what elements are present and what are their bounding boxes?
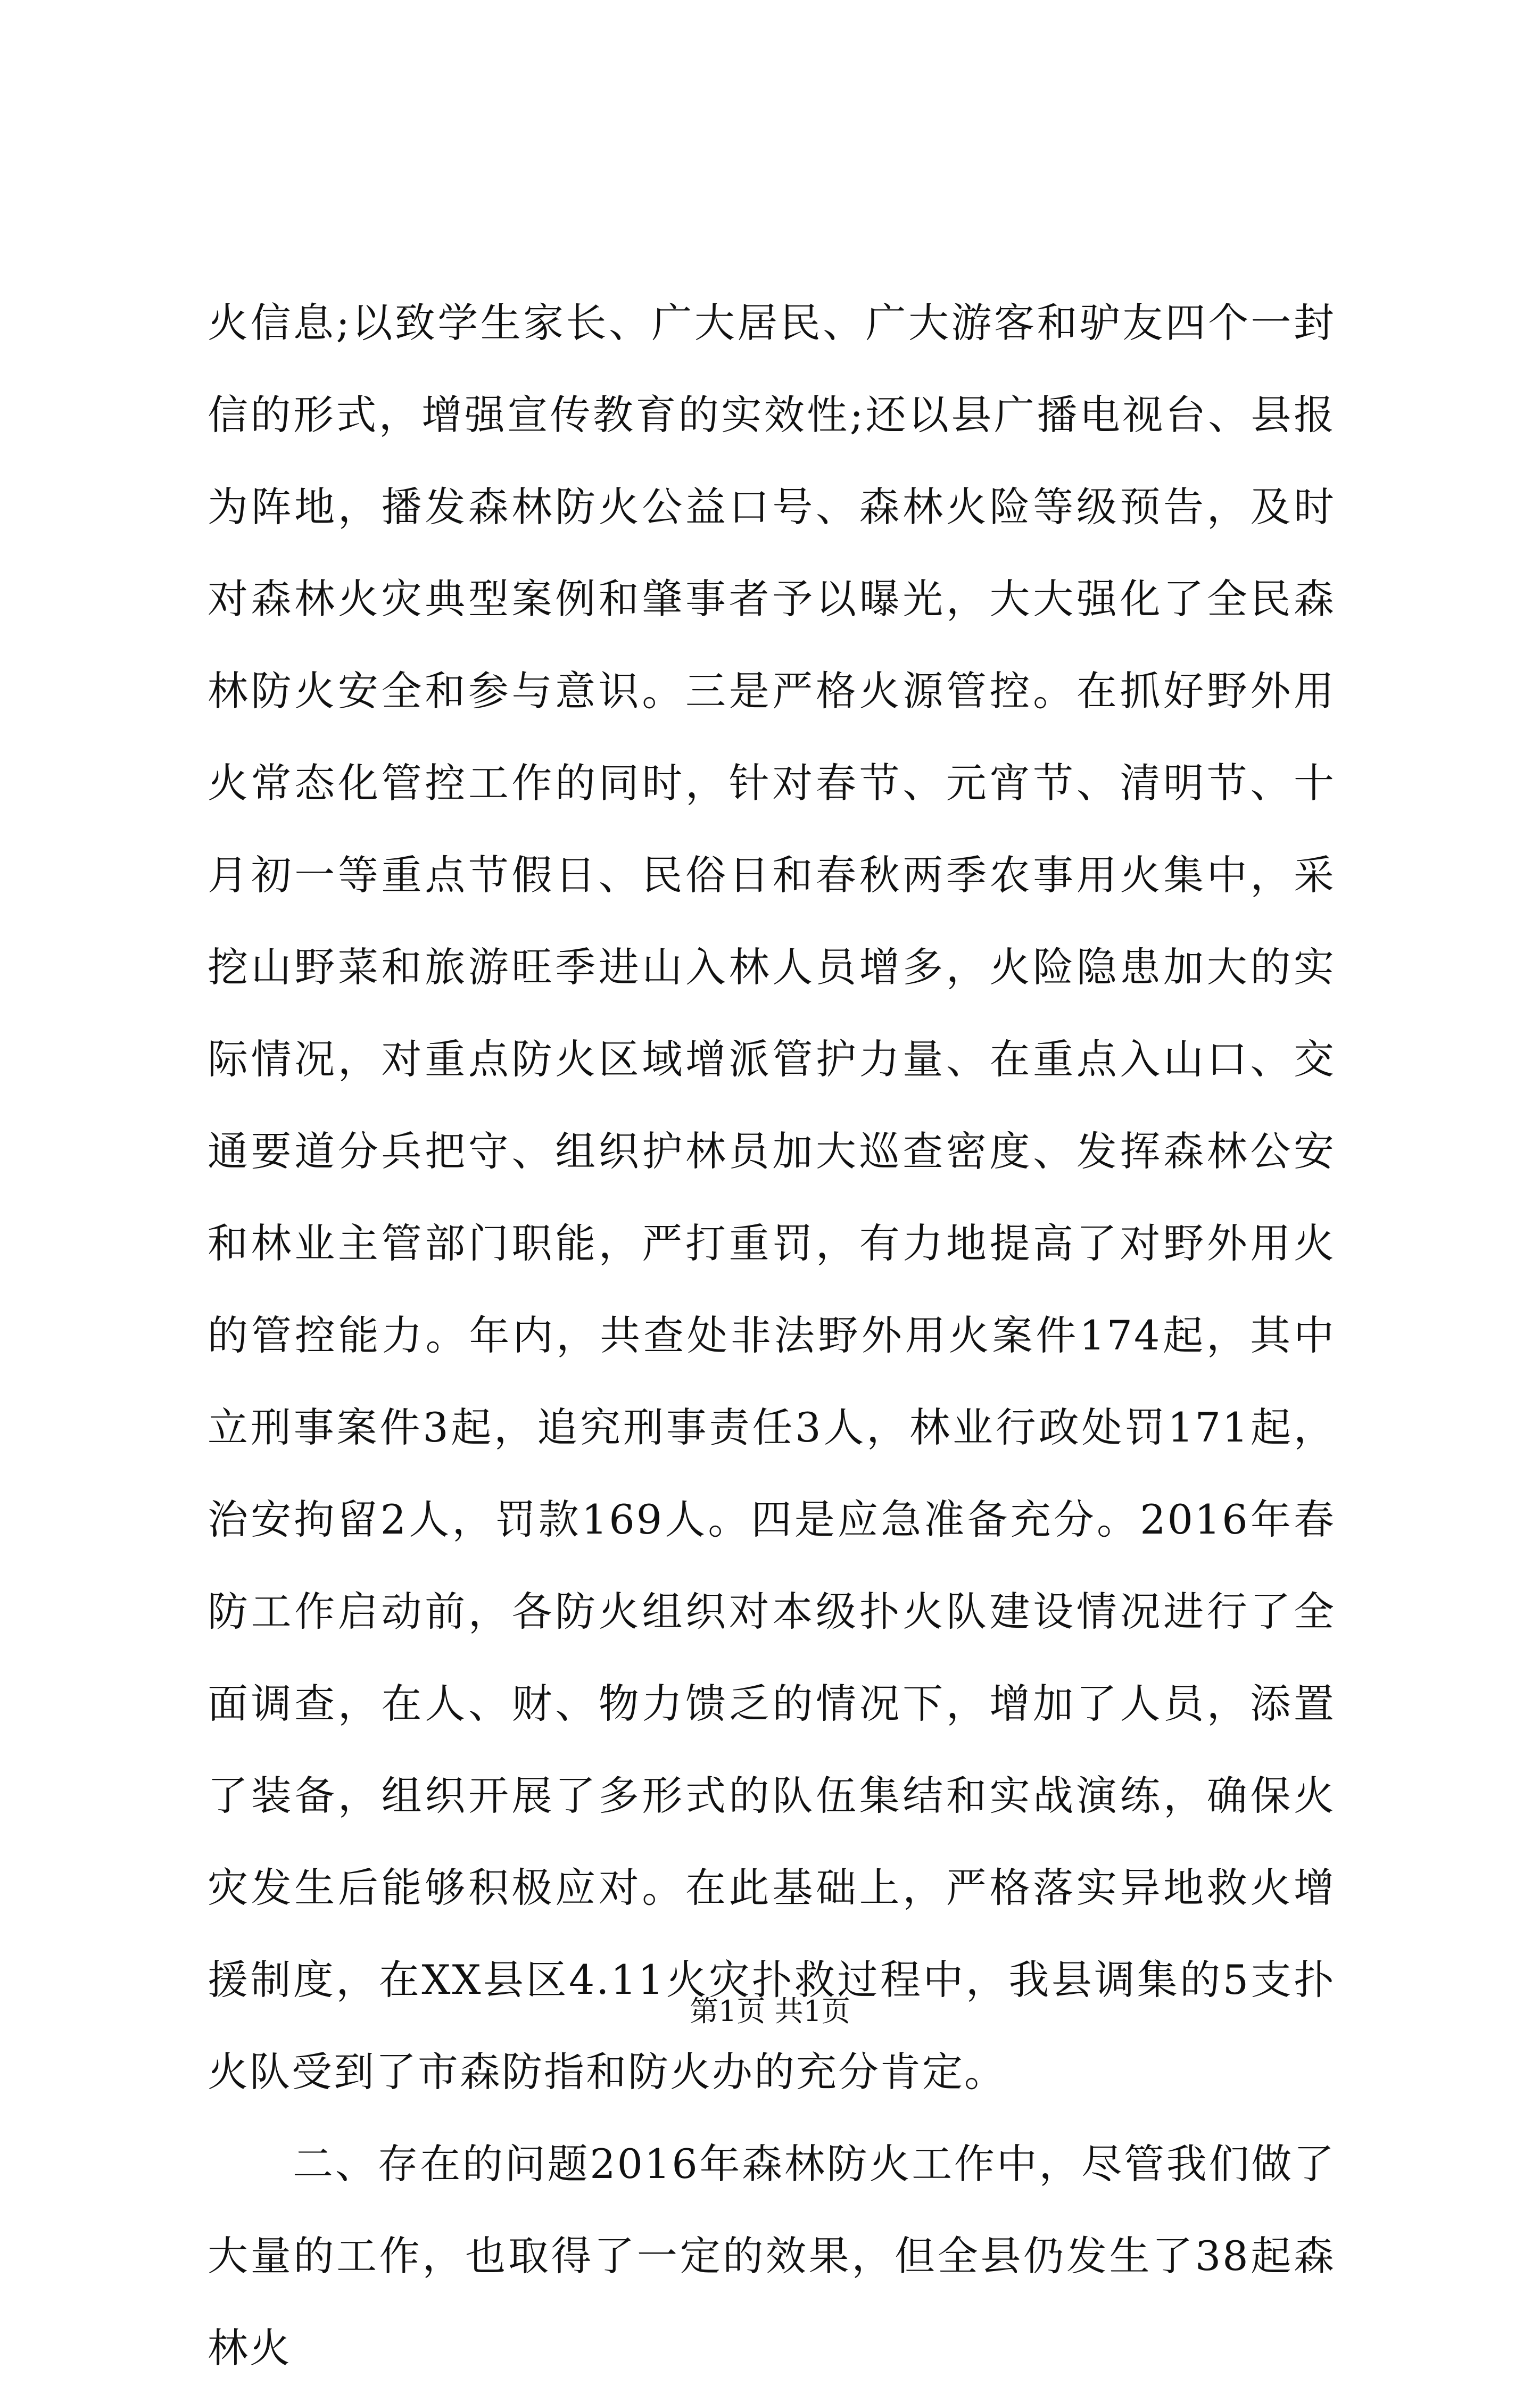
paragraph-existing-problems: 二、存在的问题2016年森林防火工作中，尽管我们做了大量的工作，也取得了一定的效果，但全县仍发生了38起森林火 bbox=[208, 2140, 1336, 2372]
document-body bbox=[208, 277, 1336, 2394]
page-footer: 第1页 共1页 bbox=[690, 1994, 850, 2028]
paragraph-fire-prevention-measures: 火信息;以致学生家长、广大居民、广大游客和驴友四个一封信的形式，增强宣传教育的实效性;还以县广播电视台、县报为阵地，播发森林防火公益口号、森林火险等级预告，及时对森林火灾典型案例和肇事者予以曝光，大大强化了全民森林防火安全和参与意识。三是严格火源管控。在抓好野外用火常态化管控工作的同时，针对春节、元宵节、清明节、十月初一等重点节假日、民俗日和春秋两季农事用火集中，采挖山野菜和旅游旺季进山入林人员增多，火险隐患加大的实际情况，对重点防火区域增派管护力量、在重点入山口、交通要道分兵把守、组织护林员加大巡查密度、发挥森林公安和林业主管部门职能，严打重罚，有力地提高了对野外用火的管控能力。年内，共查处非法野外用火案件174起，其中立刑事案件3起，追究刑事责任3人，林业行政处罚171起，治安拘留2人，罚款169人。四是应急准备充分。2016年春防工作启动前，各防火组织对本级扑火队建设情况进行了全面调查，在人、财、物力馈乏的情况下，增加了人员，添置了装备，组织开展了多形式的队伍集结和实战演练，确保火灾发生后能够积极应对。在此基础上，严格落实异地救火增援制度，在XX县区4.11火灾扑救过程中，我县调集的5支扑火队受到了市森防指和防火办的充分肯定。 bbox=[208, 299, 1336, 2095]
